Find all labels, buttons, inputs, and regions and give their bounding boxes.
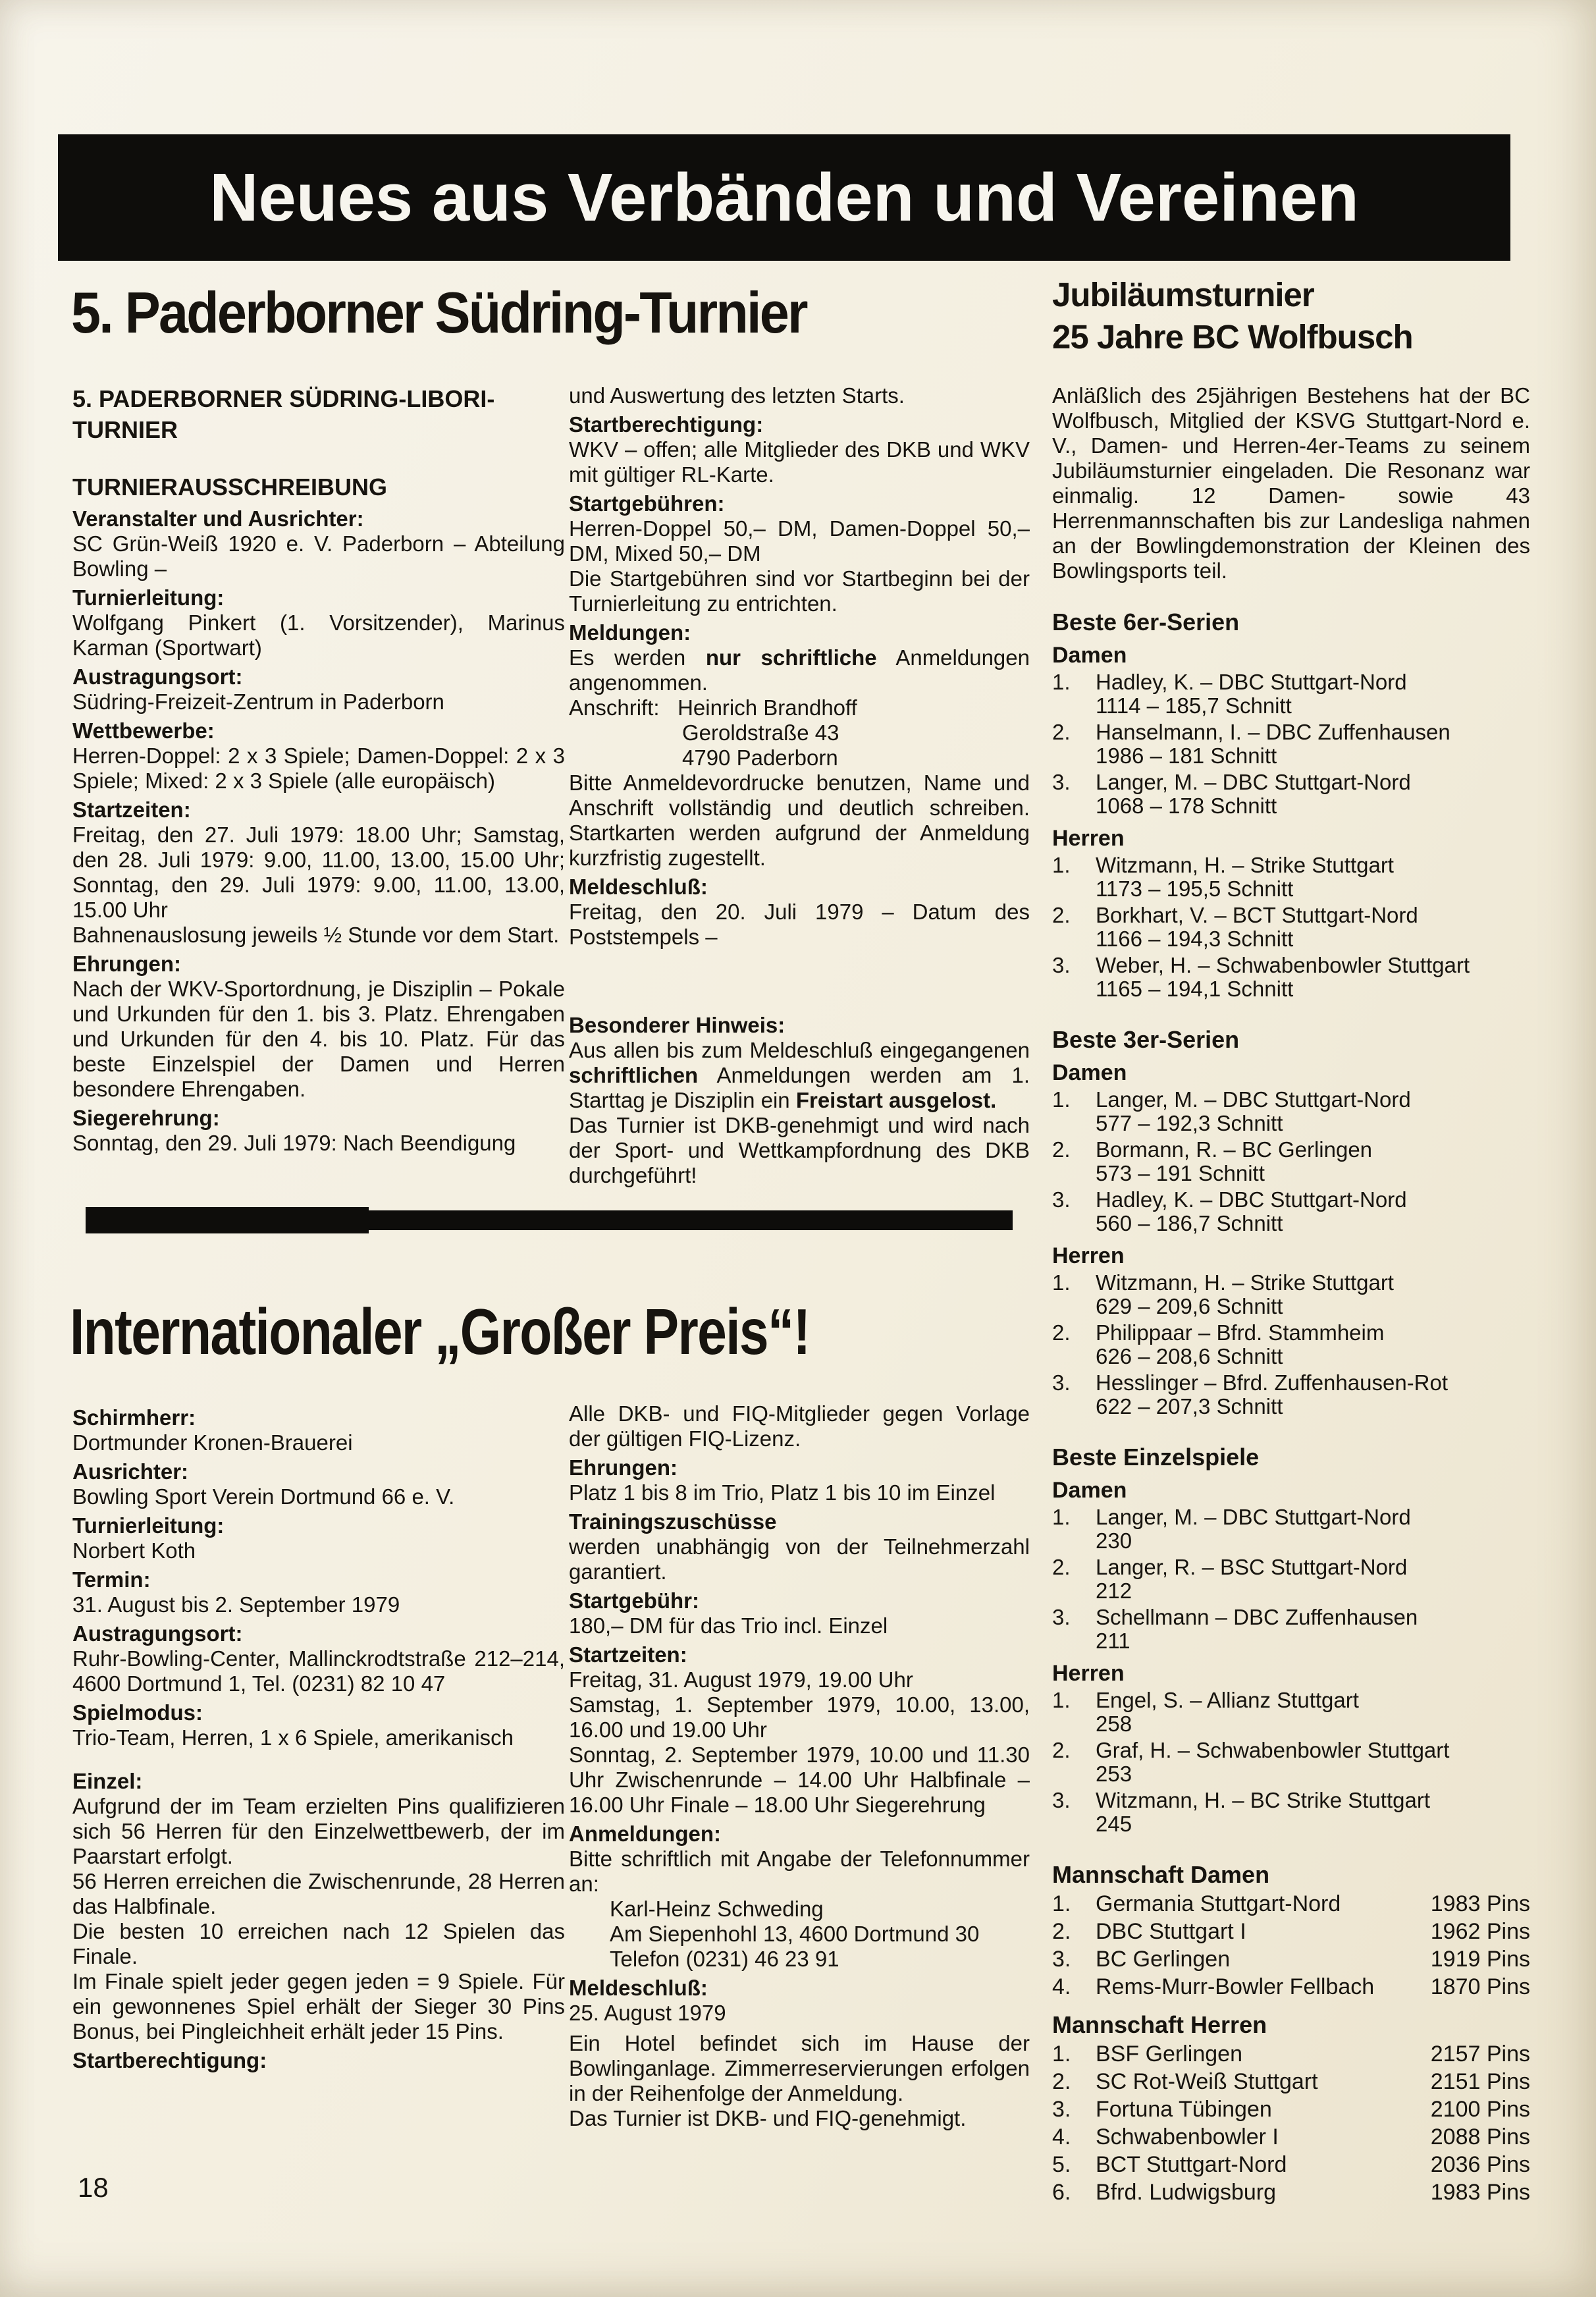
- team-pins: 1919 Pins: [1430, 1947, 1530, 1972]
- paragraph: Das Turnier ist DKB-genehmigt und wird nach der Sport- und Wettkampfordnung des DKB durchgeführt!: [569, 1113, 1030, 1187]
- rank-name: Langer, M. – DBC Stuttgart-Nord: [1096, 770, 1411, 794]
- rank-score: 1986 – 181 Schnitt: [1096, 743, 1277, 768]
- field-text: Freitag, den 27. Juli 1979: 18.00 Uhr; Samstag, den 28. Juli 1979: 9.00, 11.00, 13.00, 15.00 Uhr; Sonntag, den 29. Juli 1979: 9.00, 11.00, 13.00, 15.00 Uhr: [72, 823, 565, 922]
- rank-name: Witzmann, H. – BC Strike Stuttgart: [1096, 1788, 1430, 1812]
- team-rank: 5.: [1052, 2152, 1071, 2177]
- hinweis-text: [569, 1038, 1030, 1113]
- hinweis-label: Besonderer Hinweis:: [569, 1013, 785, 1037]
- address-line: [569, 695, 1030, 720]
- rank-score: 211: [1096, 1629, 1130, 1653]
- field-label: Anmeldungen:: [569, 1822, 721, 1846]
- rank-number: 1.: [1052, 1505, 1071, 1529]
- paragraph: Das Turnier ist DKB- und FIQ-genehmigt.: [569, 2106, 967, 2130]
- field-label: Spielmodus:: [72, 1700, 203, 1725]
- results-section-title: Beste Einzelspiele: [1052, 1444, 1260, 1471]
- rank-score: 253: [1096, 1762, 1132, 1786]
- address-line: Telefon (0231) 46 23 91: [610, 1947, 839, 1971]
- field-text: 180,– DM für das Trio incl. Einzel: [569, 1613, 888, 1638]
- field-label: Veranstalter und Ausrichter:: [72, 506, 364, 531]
- field-label: Siegerehrung:: [72, 1106, 220, 1130]
- rank-name: Hadley, K. – DBC Stuttgart-Nord: [1096, 1187, 1407, 1212]
- field-text: Trio-Team, Herren, 1 x 6 Spiele, amerikanisch: [72, 1725, 514, 1750]
- team-pins: 2151 Pins: [1430, 2069, 1530, 2094]
- rank-number: 3.: [1052, 1605, 1071, 1629]
- field-label: Startzeiten:: [569, 1642, 687, 1667]
- field-text: Herren-Doppel: 2 x 3 Spiele; Damen-Doppel: 2 x 3 Spiele; Mixed: 2 x 3 Spiele (alle europäisch): [72, 743, 565, 793]
- bold-segment: schriftlichen: [569, 1063, 699, 1087]
- team-rank: 4.: [1052, 1974, 1071, 1999]
- rank-score: 1166 – 194,3 Schnitt: [1096, 927, 1294, 951]
- rank-name: Witzmann, H. – Strike Stuttgart: [1096, 853, 1394, 877]
- field-text: Südring-Freizeit-Zentrum in Paderborn: [72, 689, 444, 714]
- paragraph: Bitte Anmeldevordrucke benutzen, Name und Anschrift vollständig und deutlich schreiben. Startkarten werden aufgrund der Anmeldung kurzfristig zugestellt.: [569, 770, 1030, 870]
- section-banner: [58, 134, 1510, 261]
- rank-number: 1.: [1052, 670, 1071, 694]
- team-rank: 1.: [1052, 2041, 1071, 2067]
- rank-name: Philippaar – Bfrd. Stammheim: [1096, 1320, 1385, 1345]
- rank-score: 577 – 192,3 Schnitt: [1096, 1111, 1283, 1135]
- address-name: Heinrich Brandhoff: [678, 695, 857, 720]
- field-label: Meldeschluß:: [569, 1976, 708, 2000]
- article-title-jubilaeum: [1052, 274, 1413, 358]
- field-label: Startzeiten:: [72, 797, 191, 822]
- team-row: [1052, 1918, 1530, 1945]
- rank-name: Langer, R. – BSC Stuttgart-Nord: [1096, 1555, 1408, 1579]
- paragraph: Aufgrund der im Team erzielten Pins qualifizieren sich 56 Herren für den Einzelwettbewerb, der im Paarstart erfolgt.: [72, 1794, 565, 1868]
- results-section-title: Beste 3er-Serien: [1052, 1026, 1240, 1053]
- ranking-entry: [1052, 720, 1530, 768]
- results-section-title: Beste 6er-Serien: [1052, 608, 1240, 635]
- page-number: 18: [78, 2172, 109, 2203]
- article-title-grosser-preis: Internationaler „Großer Preis“!: [70, 1295, 810, 1368]
- rank-score: 573 – 191 Schnitt: [1096, 1161, 1265, 1185]
- address-line: Geroldstraße 43: [682, 720, 839, 745]
- rank-name: Langer, M. – DBC Stuttgart-Nord: [1096, 1505, 1411, 1529]
- team-name: SC Rot-Weiß Stuttgart: [1096, 2069, 1318, 2094]
- team-row: [1052, 1945, 1530, 1973]
- text-segment: Es werden: [569, 645, 706, 670]
- group-label-herren: Herren: [1052, 1661, 1125, 1686]
- team-row: [1052, 1890, 1530, 1918]
- field-label: Meldungen:: [569, 620, 691, 645]
- rank-score: 1068 – 178 Schnitt: [1096, 794, 1277, 818]
- team-name: BC Gerlingen: [1096, 1947, 1231, 1972]
- ranking-entry: [1052, 1789, 1530, 1836]
- rank-number: 1.: [1052, 853, 1071, 877]
- startberechtigung-label: Startberechtigung:: [72, 2048, 267, 2072]
- team-row: [1052, 1973, 1530, 2001]
- rank-number: 2.: [1052, 1738, 1071, 1762]
- field-label: Startberechtigung:: [569, 412, 764, 437]
- field-text: Platz 1 bis 8 im Trio, Platz 1 bis 10 im Einzel: [569, 1480, 996, 1505]
- paragraph: Ein Hotel befindet sich im Hause der Bowlinganlage. Zimmerreservierungen erfolgen in der Reihenfolge der Anmeldung.: [569, 2031, 1030, 2105]
- ranking-entry: [1052, 770, 1530, 818]
- rank-name: Hesslinger – Bfrd. Zuffenhausen-Rot: [1096, 1370, 1449, 1395]
- field-text: werden unabhängig von der Teilnehmerzahl garantiert.: [569, 1534, 1030, 1584]
- rank-number: 3.: [1052, 1187, 1071, 1212]
- rank-name: Engel, S. – Allianz Stuttgart: [1096, 1688, 1359, 1712]
- column-paderborn-middle: [569, 383, 1030, 1188]
- field-text: 25. August 1979: [569, 2001, 726, 2025]
- field-text: Nach der WKV-Sportordnung, je Disziplin – Pokale und Urkunden für den 1. bis 3. Platz. Ehrengaben und Urkunden für den 4. bis 10. Platz. Für das beste Einzelspiel der Damen und Herren besondere Ehrengaben.: [72, 977, 565, 1101]
- column-preis-middle: [569, 1401, 1030, 2131]
- team-rank: 3.: [1052, 2097, 1071, 2122]
- article-title-paderborn: 5. Paderborner Südring-Turnier: [71, 280, 807, 345]
- rank-score: 1165 – 194,1 Schnitt: [1096, 977, 1294, 1001]
- field-label: Termin:: [72, 1567, 151, 1592]
- rank-name: Witzmann, H. – Strike Stuttgart: [1096, 1270, 1394, 1295]
- rank-name: Hanselmann, I. – DBC Zuffenhausen: [1096, 720, 1450, 744]
- rank-number: 3.: [1052, 770, 1071, 794]
- team-pins: 2157 Pins: [1430, 2041, 1530, 2067]
- ranking-entry: [1052, 904, 1530, 951]
- field-label: Turnierleitung:: [72, 585, 225, 610]
- team-rank: 3.: [1052, 1947, 1071, 1972]
- team-name: DBC Stuttgart I: [1096, 1919, 1246, 1944]
- rank-name: Bormann, R. – BC Gerlingen: [1096, 1137, 1373, 1162]
- field-text: Bowling Sport Verein Dortmund 66 e. V.: [72, 1484, 455, 1509]
- field-text: Bahnenauslosung jeweils ½ Stunde vor dem Start.: [72, 923, 560, 947]
- field-label: Austragungsort:: [72, 664, 243, 689]
- rank-score: 212: [1096, 1579, 1132, 1603]
- banner-title: Neues aus Verbänden und Vereinen: [209, 159, 1359, 235]
- field-text: SC Grün-Weiß 1920 e. V. Paderborn – Abteilung Bowling –: [72, 531, 565, 581]
- team-name: BCT Stuttgart-Nord: [1096, 2152, 1287, 2177]
- address-line: Am Siepenhohl 13, 4600 Dortmund 30: [610, 1922, 980, 1946]
- text-segment: Anmeldungen angenommen.: [569, 645, 1030, 695]
- starttime-line: Sonntag, 2. September 1979, 10.00 und 11.30 Uhr Zwischenrunde – 14.00 Uhr Halbfinale – 16.00 Uhr Finale – 18.00 Uhr Siegerehrung: [569, 1743, 1030, 1817]
- group-label-herren: Herren: [1052, 826, 1125, 851]
- rank-number: 2.: [1052, 1320, 1071, 1345]
- rank-score: 560 – 186,7 Schnitt: [1096, 1211, 1283, 1235]
- team-name: Rems-Murr-Bowler Fellbach: [1096, 1974, 1375, 1999]
- ranking-entry: [1052, 1271, 1530, 1318]
- field-label: Ehrungen:: [72, 952, 181, 976]
- rank-number: 2.: [1052, 1555, 1071, 1579]
- meldungen-text: [569, 645, 1030, 695]
- team-pins: 1870 Pins: [1430, 1974, 1530, 1999]
- team-pins: 1983 Pins: [1430, 1891, 1530, 1916]
- team-row: [1052, 2095, 1530, 2123]
- ranking-entry: [1052, 1689, 1530, 1736]
- column-preis-left: [72, 1401, 565, 2073]
- rank-score: 629 – 209,6 Schnitt: [1096, 1294, 1283, 1318]
- rank-score: 1173 – 195,5 Schnitt: [1096, 877, 1294, 901]
- rank-number: 1.: [1052, 1688, 1071, 1712]
- bold-segment: Freistart ausgelost.: [795, 1088, 997, 1112]
- rank-name: Weber, H. – Schwabenbowler Stuttgart: [1096, 953, 1470, 977]
- rank-score: 245: [1096, 1812, 1132, 1836]
- team-row: [1052, 2123, 1530, 2151]
- field-text: Bitte schriftlich mit Angabe der Telefonnummer an:: [569, 1847, 1030, 1896]
- ranking-entry: [1052, 1739, 1530, 1786]
- ranking-entry: [1052, 853, 1530, 901]
- team-pins: 2036 Pins: [1430, 2152, 1530, 2177]
- team-name: Bfrd. Ludwigsburg: [1096, 2180, 1277, 2205]
- rank-score: 622 – 207,3 Schnitt: [1096, 1394, 1283, 1419]
- jubilaeum-title-line2: 25 Jahre BC Wolfbusch: [1052, 318, 1413, 356]
- rank-score: 258: [1096, 1712, 1132, 1736]
- einzel-label: Einzel:: [72, 1769, 143, 1793]
- team-pins: 2100 Pins: [1430, 2097, 1530, 2122]
- ranking-entry: [1052, 1321, 1530, 1368]
- field-text: Norbert Koth: [72, 1538, 196, 1563]
- rank-number: 2.: [1052, 720, 1071, 744]
- subarticle-heading: 5. PADERBORNER SÜDRING-LIBORI-TURNIER: [72, 385, 495, 443]
- field-label: Wettbewerbe:: [72, 718, 215, 743]
- continuation-text: und Auswertung des letzten Starts.: [569, 383, 905, 408]
- team-rank: 2.: [1052, 2069, 1071, 2094]
- team-name: Fortuna Tübingen: [1096, 2097, 1272, 2122]
- team-pins: 2088 Pins: [1430, 2124, 1530, 2149]
- section-divider-bar: [86, 1210, 1013, 1230]
- team-row: [1052, 2068, 1530, 2095]
- continuation-text: Alle DKB- und FIQ-Mitglieder gegen Vorlage der gültigen FIQ-Lizenz.: [569, 1401, 1030, 1451]
- rank-name: Borkhart, V. – BCT Stuttgart-Nord: [1096, 903, 1418, 927]
- team-pins: 1962 Pins: [1430, 1919, 1530, 1944]
- team-pins: 1983 Pins: [1430, 2180, 1530, 2205]
- address-line: 4790 Paderborn: [682, 745, 838, 770]
- team-table-title: Mannschaft Herren: [1052, 2011, 1267, 2038]
- ranking-entry: [1052, 1088, 1530, 1135]
- ranking-entry: [1052, 1606, 1530, 1653]
- field-label: Turnierleitung:: [72, 1513, 225, 1538]
- field-label: Meldeschluß:: [569, 875, 708, 899]
- rank-number: 1.: [1052, 1087, 1071, 1112]
- rank-score: 626 – 208,6 Schnitt: [1096, 1344, 1283, 1368]
- team-row: [1052, 2151, 1530, 2178]
- team-rank: 6.: [1052, 2180, 1071, 2205]
- wolfbusch-intro: Anläßlich des 25jährigen Bestehens hat der BC Wolfbusch, Mitglied der KSVG Stuttgart-Nord e. V., Damen- und Herren-4er-Teams zu seinem Jubiläumsturnier eingeladen. Die Resonanz war einmalig. 12 Damen- sowie 43 Herrenmannschaften bis zur Landesliga nahmen an der Bowlingdemonstration der Kleinen des Bowlingsports teil.: [1052, 383, 1530, 583]
- address-line: Karl-Heinz Schweding: [610, 1897, 824, 1921]
- group-label-damen: Damen: [1052, 1060, 1127, 1085]
- team-rank: 2.: [1052, 1919, 1071, 1944]
- rank-name: Graf, H. – Schwabenbowler Stuttgart: [1096, 1738, 1450, 1762]
- rank-score: 230: [1096, 1528, 1132, 1553]
- bold-segment: nur schriftliche: [705, 645, 877, 670]
- ranking-entry: [1052, 954, 1530, 1001]
- rank-name: Langer, M. – DBC Stuttgart-Nord: [1096, 1087, 1411, 1112]
- team-rank: 4.: [1052, 2124, 1071, 2149]
- starttime-line: Samstag, 1. September 1979, 10.00, 13.00, 16.00 und 19.00 Uhr: [569, 1692, 1030, 1742]
- paragraph: Im Finale spielt jeder gegen jeden = 9 Spiele. Für ein gewonnenes Spiel erhält der Sieger 30 Pins Bonus, bei Pingleichheit erhält jeder 15 Pins.: [72, 1969, 565, 2043]
- team-row: [1052, 2040, 1530, 2068]
- starttime-line: Freitag, 31. August 1979, 19.00 Uhr: [569, 1667, 913, 1692]
- field-text: Sonntag, den 29. Juli 1979: Nach Beendigung: [72, 1131, 516, 1155]
- ranking-entry: [1052, 1555, 1530, 1603]
- field-label: Trainingszuschüsse: [569, 1509, 777, 1534]
- rank-name: Schellmann – DBC Zuffenhausen: [1096, 1605, 1418, 1629]
- group-label-damen: Damen: [1052, 1478, 1127, 1503]
- field-label: Startgebühr:: [569, 1588, 699, 1613]
- field-text: Ruhr-Bowling-Center, Mallinckrodtstraße 212–214, 4600 Dortmund 1, Tel. (0231) 82 10 47: [72, 1646, 565, 1696]
- team-table-title: Mannschaft Damen: [1052, 1861, 1270, 1888]
- team-name: BSF Gerlingen: [1096, 2041, 1242, 2067]
- field-text: Wolfgang Pinkert (1. Vorsitzender), Marinus Karman (Sportwart): [72, 610, 565, 660]
- group-label-damen: Damen: [1052, 643, 1127, 668]
- jubilaeum-title-line1: Jubiläumsturnier: [1052, 276, 1314, 313]
- rank-number: 3.: [1052, 1788, 1071, 1812]
- address-label: Anschrift:: [569, 695, 660, 720]
- ausschreibung-heading: TURNIERAUSSCHREIBUNG: [72, 473, 388, 500]
- ranking-entry: [1052, 1371, 1530, 1419]
- rank-number: 2.: [1052, 903, 1071, 927]
- text-segment: Aus allen bis zum Meldeschluß eingegangenen: [569, 1038, 1030, 1062]
- ranking-entry: [1052, 1138, 1530, 1185]
- text-segment: Anmeldungen werden am 1. Starttag je Disziplin ein: [569, 1063, 1030, 1112]
- team-rank: 1.: [1052, 1891, 1071, 1916]
- field-label: Ehrungen:: [569, 1455, 678, 1480]
- field-text: Freitag, den 20. Juli 1979 – Datum des Poststempels –: [569, 900, 1030, 949]
- field-label: Austragungsort:: [72, 1621, 243, 1646]
- rank-score: 1114 – 185,7 Schnitt: [1096, 693, 1292, 718]
- ranking-entry: [1052, 670, 1530, 718]
- ranking-entry: [1052, 1188, 1530, 1235]
- rank-name: Hadley, K. – DBC Stuttgart-Nord: [1096, 670, 1407, 694]
- field-label: Startgebühren:: [569, 491, 725, 516]
- group-label-herren: Herren: [1052, 1243, 1125, 1268]
- paragraph: Die besten 10 erreichen nach 12 Spielen das Finale.: [72, 1919, 565, 1968]
- ranking-entry: [1052, 1505, 1530, 1553]
- field-text: Herren-Doppel 50,– DM, Damen-Doppel 50,– DM, Mixed 50,– DM: [569, 516, 1030, 566]
- field-text: WKV – offen; alle Mitglieder des DKB und WKV mit gültiger RL-Karte.: [569, 437, 1030, 487]
- paragraph: 56 Herren erreichen die Zwischenrunde, 28 Herren das Halbfinale.: [72, 1869, 565, 1918]
- rank-number: 1.: [1052, 1270, 1071, 1295]
- field-text: 31. August bis 2. September 1979: [72, 1592, 400, 1617]
- field-text: Die Startgebühren sind vor Startbeginn bei der Turnierleitung zu entrichten.: [569, 566, 1030, 616]
- column-wolfbusch: [1052, 383, 1530, 2206]
- rank-number: 3.: [1052, 953, 1071, 977]
- team-row: [1052, 2178, 1530, 2206]
- field-label: Ausrichter:: [72, 1459, 189, 1484]
- field-text: Dortmunder Kronen-Brauerei: [72, 1430, 353, 1455]
- rank-number: 2.: [1052, 1137, 1071, 1162]
- team-name: Schwabenbowler I: [1096, 2124, 1279, 2149]
- rank-number: 3.: [1052, 1370, 1071, 1395]
- field-label: Schirmherr:: [72, 1405, 196, 1430]
- column-paderborn-left: [72, 383, 565, 1156]
- team-name: Germania Stuttgart-Nord: [1096, 1891, 1341, 1916]
